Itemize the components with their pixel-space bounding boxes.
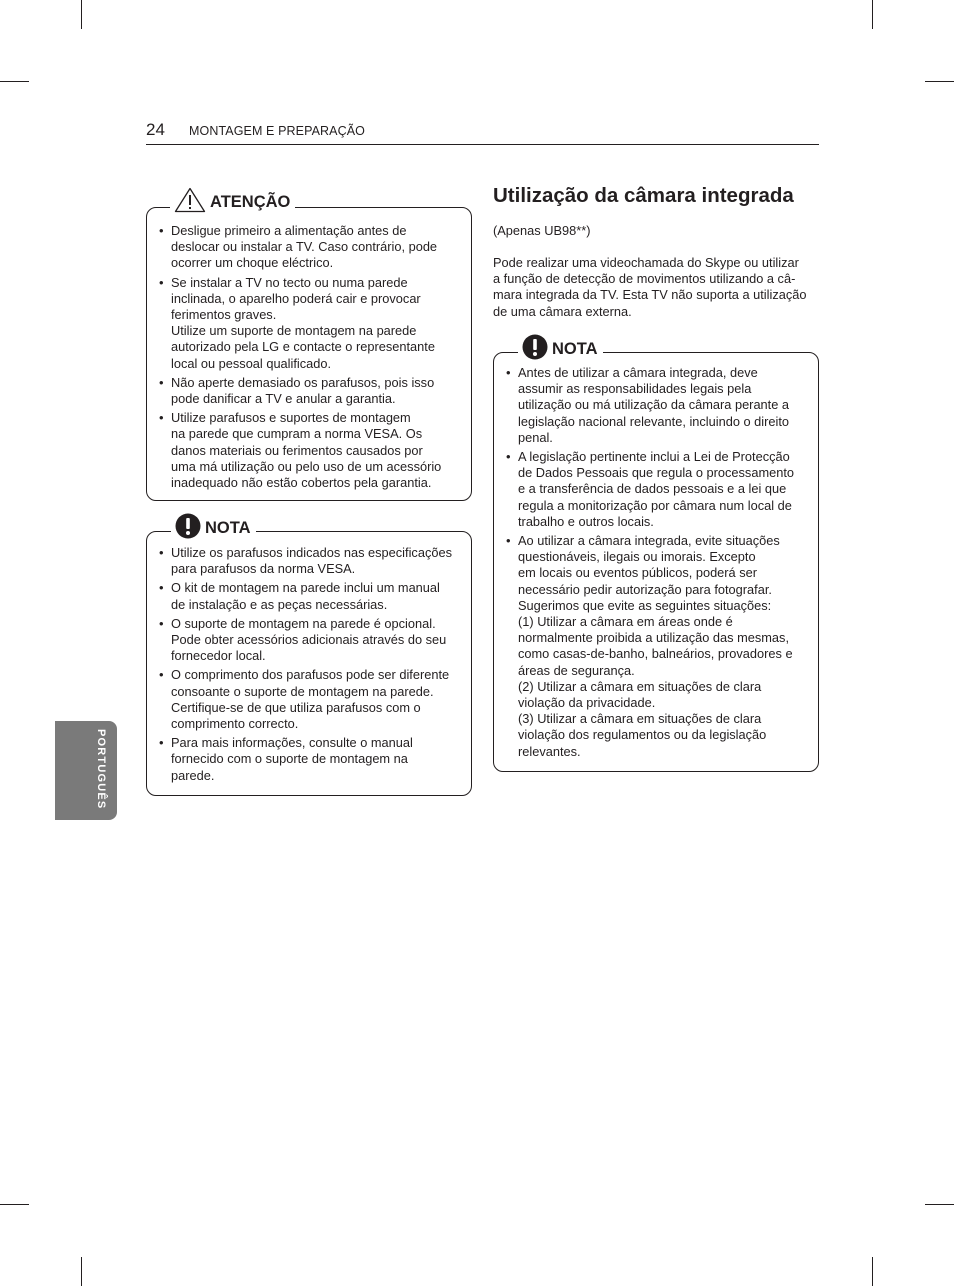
- crop-mark: [872, 1257, 873, 1286]
- list-item-line: Certifique-se de que utiliza parafusos com o: [171, 699, 421, 715]
- list-item-line: • A legislação pertinente inclui a Lei de Protecção: [518, 449, 790, 465]
- list-item: [159, 275, 469, 372]
- list-item-line: penal.: [518, 429, 553, 445]
- caution-box: [146, 193, 472, 501]
- list-item-line: • O comprimento dos parafusos pode ser diferente: [171, 667, 450, 683]
- list-item-line: questionáveis, ilegais ou imorais. Excepto: [518, 549, 756, 565]
- note-box-left-header: [171, 515, 256, 541]
- list-item-line: • Não aperte demasiado os parafusos, pois isso: [171, 374, 435, 390]
- list-item-line: Sugerimos que evite as seguintes situações:: [518, 597, 772, 613]
- crop-mark: [81, 1257, 82, 1286]
- list-item-line: inadequado não estão cobertos pela garantia.: [171, 475, 432, 491]
- list-item: [159, 375, 469, 407]
- list-item-line: comprimento correcto.: [171, 716, 299, 732]
- note-box-left: [146, 519, 472, 796]
- note-box-right: [493, 340, 819, 772]
- list-item-line: pode danificar a TV e anular a garantia.: [171, 391, 396, 407]
- list-item-line: danos materiais ou ferimentos causados por: [171, 442, 423, 458]
- list-item-line: • O kit de montagem na parede inclui um manual: [171, 580, 440, 596]
- crop-mark: [0, 1204, 29, 1205]
- caution-box-header: [170, 189, 295, 215]
- section-title: MONTAGEM E PREPARAÇÃO: [189, 124, 365, 138]
- list-item-line: legislação nacional relevante, incluindo o direito: [518, 413, 790, 429]
- list-item-line: regula a monitorização por câmara num local de: [518, 497, 792, 513]
- list-item-line: (1) Utilizar a câmara em áreas onde é: [518, 614, 733, 630]
- list-item: [159, 735, 469, 784]
- crop-mark: [0, 81, 29, 82]
- exclamation-circle-icon: [522, 334, 548, 365]
- list-item-line: local ou pessoal qualificado.: [171, 355, 332, 371]
- list-item-line: de Dados Pessoais que regula o processamento: [518, 465, 795, 481]
- list-item-line: ferimentos graves.: [171, 307, 277, 323]
- list-item-line: inclinada, o aparelho poderá cair e provocar: [171, 290, 421, 306]
- intro-paragraph: [493, 255, 823, 320]
- list-item-line: Utilize um suporte de montagem na parede: [171, 323, 417, 339]
- list-item-line: Pode obter acessórios adicionais através do seu: [171, 632, 447, 648]
- language-tab-label: PORTUGUÊS: [95, 729, 107, 810]
- page-header: [146, 120, 819, 145]
- list-item: [506, 365, 816, 446]
- note-right-list: [506, 365, 816, 763]
- note-left-list: [159, 545, 469, 787]
- caution-title: ATENÇÃO: [210, 193, 291, 211]
- list-item-line: violação da privacidade.: [518, 695, 656, 711]
- list-item-line: deslocar ou instalar a TV. Caso contrário, pode: [171, 239, 438, 255]
- list-item: [159, 410, 469, 491]
- list-item-line: fornecido com o suporte de montagem na: [171, 751, 408, 767]
- list-item: [159, 667, 469, 732]
- list-item-line: • O suporte de montagem na parede é opcional.: [171, 615, 436, 631]
- list-item-line: na parede que cumpram a norma VESA. Os: [171, 426, 423, 442]
- note-left-title: NOTA: [205, 519, 251, 537]
- list-item-line: fornecedor local.: [171, 648, 266, 664]
- list-item-line: autorizado pela LG e contacte o representante: [171, 339, 435, 355]
- list-item-line: uma má utilização ou pelo uso de um acessório: [171, 458, 442, 474]
- list-item-line: normalmente proibida a utilização das mesmas,: [518, 630, 789, 646]
- list-item-line: e a transferência de dados pessoais e a lei que: [518, 481, 787, 497]
- page-number: 24: [146, 120, 165, 139]
- list-item-line: consoante o suporte de montagem na parede.: [171, 683, 434, 699]
- list-item-line: violação dos regulamentos ou da legislação: [518, 727, 767, 743]
- list-item: [159, 545, 469, 577]
- list-item-line: em locais ou eventos públicos, poderá ser: [518, 565, 758, 581]
- section-heading: Utilização da câmara integrada: [493, 184, 794, 207]
- crop-mark: [81, 0, 82, 29]
- list-item-line: (2) Utilizar a câmara em situações de clara: [518, 678, 762, 694]
- list-item-line: relevantes.: [518, 743, 581, 759]
- list-item-line: trabalho e outros locais.: [518, 513, 654, 529]
- list-item-line: • Ao utilizar a câmara integrada, evite situações: [518, 533, 780, 549]
- exclamation-circle-icon: [175, 513, 201, 544]
- caution-list: [159, 223, 469, 494]
- note-box-right-header: [518, 336, 603, 362]
- list-item-line: necessário pedir autorização para fotografar.: [518, 581, 772, 597]
- list-item-line: • Antes de utilizar a câmara integrada, deve: [518, 365, 758, 380]
- list-item: [159, 223, 469, 272]
- list-item-line: de instalação e as peças necessárias.: [171, 596, 388, 612]
- warning-triangle-icon: [174, 187, 206, 218]
- list-item: [506, 533, 816, 760]
- list-item-line: utilização ou má utilização da câmara perante a: [518, 397, 790, 413]
- list-item-line: parede.: [171, 767, 215, 783]
- list-item-line: ocorrer um choque eléctrico.: [171, 255, 334, 271]
- paragraph-line: de uma câmara externa.: [493, 303, 632, 319]
- list-item-line: • Se instalar a TV no tecto ou numa parede: [171, 274, 408, 290]
- list-item-line: como casas-de-banho, balneários, provadores e: [518, 646, 793, 662]
- list-item: [159, 580, 469, 612]
- list-item: [506, 449, 816, 530]
- paragraph-line: a função de detecção de movimentos utilizando a câ-: [493, 271, 796, 287]
- model-note: (Apenas UB98**): [493, 223, 591, 238]
- list-item-line: para parafusos da norma VESA.: [171, 561, 356, 577]
- list-item: [159, 616, 469, 665]
- paragraph-line: mara integrada da TV. Esta TV não suporta a utilização: [493, 287, 807, 303]
- crop-mark: [872, 0, 873, 29]
- list-item-line: • Desligue primeiro a alimentação antes de: [171, 223, 407, 238]
- list-item-line: • Para mais informações, consulte o manual: [171, 735, 413, 751]
- list-item-line: assumir as responsabilidades legais pela: [518, 381, 752, 397]
- crop-mark: [925, 1204, 954, 1205]
- note-right-title: NOTA: [552, 340, 598, 358]
- list-item-line: • Utilize os parafusos indicados nas especificações: [171, 545, 452, 560]
- list-item-line: (3) Utilizar a câmara em situações de clara: [518, 711, 762, 727]
- paragraph-line: Pode realizar uma videochamada do Skype ou utilizar: [493, 255, 799, 270]
- list-item-line: • Utilize parafusos e suportes de montagem: [171, 410, 411, 426]
- list-item-line: áreas de segurança.: [518, 662, 635, 678]
- crop-mark: [925, 81, 954, 82]
